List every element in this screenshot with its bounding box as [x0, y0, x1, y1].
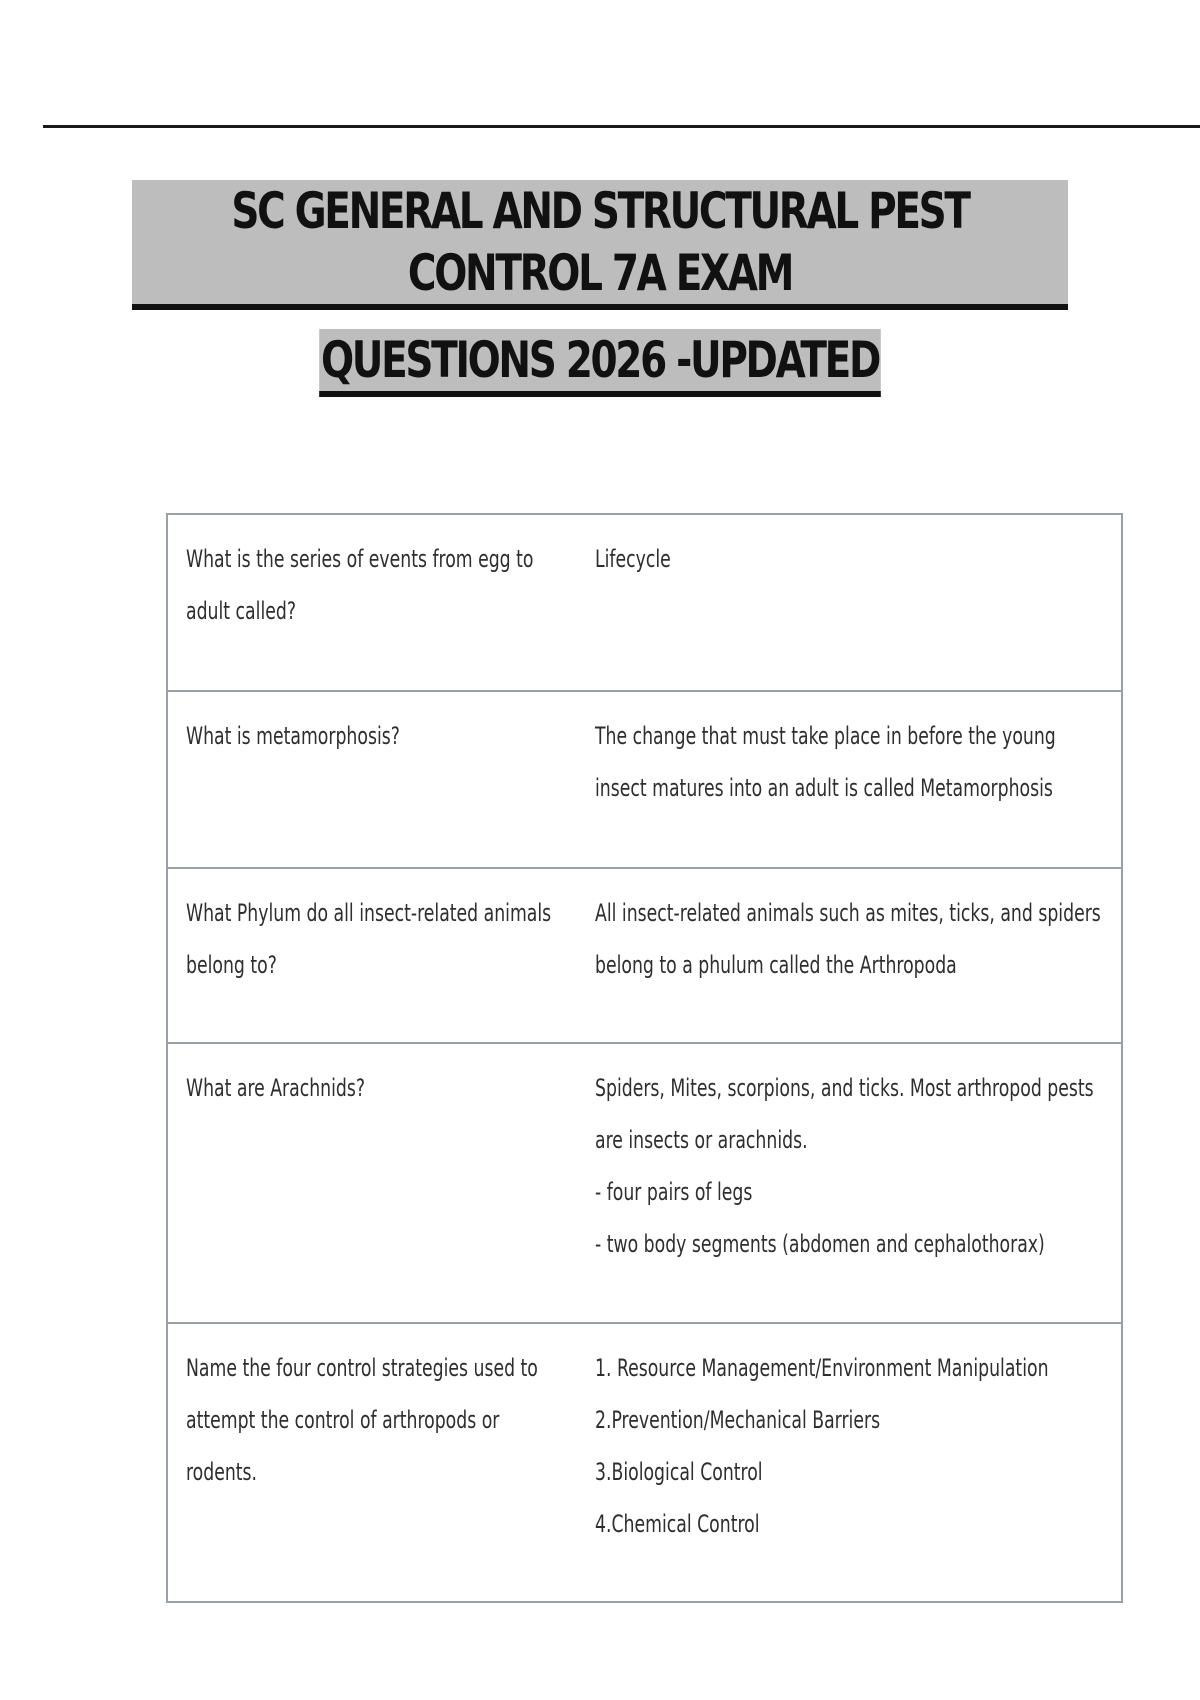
question-text: What is the series of events from egg to adult called?	[186, 545, 534, 625]
answer-cell	[581, 514, 1122, 691]
question-cell	[167, 691, 581, 868]
question-text: Name the four control strategies used to attempt the control of arthropods or rodents.	[186, 1354, 538, 1486]
answer-cell	[581, 691, 1122, 868]
answer-text: 1. Resource Management/Environment Manipulation 2.Prevention/Mechanical Barriers 3.Biological Control 4.Chemical Control	[595, 1354, 1049, 1538]
question-cell	[167, 868, 581, 1043]
top-rule	[43, 125, 1200, 128]
title-line-2: QUESTIONS 2026 -UPDATED	[319, 329, 880, 397]
table-row	[167, 514, 1122, 691]
question-cell	[167, 514, 581, 691]
table-row	[167, 868, 1122, 1043]
table-row	[167, 1043, 1122, 1323]
table-row	[167, 691, 1122, 868]
answer-text: The change that must take place in before the young insect matures into an adult is called Metamorphosis	[595, 722, 1056, 802]
question-text: What are Arachnids?	[186, 1074, 366, 1102]
answer-cell	[581, 1323, 1122, 1602]
table-row	[167, 1323, 1122, 1602]
answer-cell	[581, 868, 1122, 1043]
answer-text: All insect-related animals such as mites, ticks, and spiders belong to a phulum called the Arthropoda	[595, 899, 1101, 979]
question-cell	[167, 1323, 581, 1602]
question-text: What Phylum do all insect-related animals belong to?	[186, 899, 552, 979]
question-text: What is metamorphosis?	[186, 722, 400, 750]
qa-table	[166, 513, 1123, 1603]
document-title	[132, 180, 1068, 409]
question-cell	[167, 1043, 581, 1323]
title-line-1: SC GENERAL AND STRUCTURAL PEST CONTROL 7A EXAM	[132, 180, 1068, 310]
answer-text: Spiders, Mites, scorpions, and ticks. Most arthropod pests are insects or arachnids. - four pairs of legs - two body segments (abdomen and cephalothorax)	[595, 1074, 1094, 1258]
answer-cell	[581, 1043, 1122, 1323]
answer-text: Lifecycle	[595, 545, 671, 573]
